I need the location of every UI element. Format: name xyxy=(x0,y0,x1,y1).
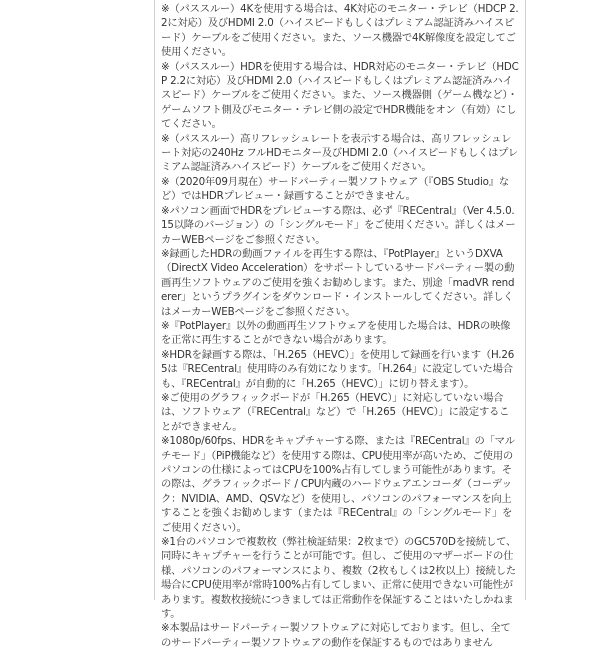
note-third-party-software: ※本製品はサードパーティー製ソフトウェアに対応しております。但し、全てのサードパーティー製ソフトウェアの動作を保証するものではありません xyxy=(161,622,511,649)
note-hdr-playback: ※録画したHDRの動画ファイルを再生する際は、『PotPlayer』というDXVA（DirectX Video Acceleration）をサポートしているサードパーティー製の動画再生ソフトウェアのご使用を強くお勧めします。また、別途「madVR renderer」というプラグインをダウンロード・インストールしてください。詳しくはメーカーWEBページをご参照ください。 xyxy=(161,247,515,318)
note-multiple-devices: ※1台のパソコンで複数枚（弊社検証結果：2枚まで）のGC570Dを接続して、同時にキャプチャーを行うことが可能です。但し、ご使用のマザーボードの仕様、パソコンのパフォーマンスにより、複数（2枚もしくは2枚以上）接続した場合にCPU使用率が常時100%占有してしまい、正常に使用できない可能性があります。複数枚接続につきましては正常動作を保証することはいたしかねます。 xyxy=(161,536,517,621)
note-high-refresh-passthrough: ※（パススルー）高リフレッシュレートを表示する場合は、高リフレッシュレート対応の240Hz フルHDモニター及びHDMI 2.0（ハイスピードもしくはプレミアム認証済みハイスピード）ケーブルをご使用ください。 xyxy=(161,132,518,174)
note-hdr-preview: ※パソコン画面でHDRをプレビューする際は、必ず『RECentral』（Ver 4.5.0.15以降のバージョン）の「シングルモード」をご使用ください。詳しくはメーカーWEBページをご参照ください。 xyxy=(161,204,516,246)
note-hdr-passthrough: ※（パススルー）HDRを使用する場合は、HDR対応のモニター・テレビ（HDCP 2.2に対応）及びHDMI 2.0（ハイスピードもしくはプレミアム認証済みハイスピード）ケーブルをご使用ください。また、ソース機器側（ゲーム機など）・ゲームソフト側及びモニター・テレビ側の設定でHDR機能をオン（有効）にしてください。 xyxy=(161,60,519,131)
note-cpu-usage: ※1080p/60fps、HDRをキャプチャーする際、または『RECentral』の「マルチモード」（PiP機能など）を使用する際は、CPU使用率が高いため、ご使用のパソコンの仕様によってはCPUを100%占有してしまう可能性があります。その際は、グラフィックボード / CPU内蔵のハードウェアエンコーダ（コーデック：NVIDIA、AMD、QSVなど）を使用し、パソコンのパフォーマンスを向上することを強くお勧めします（または『RECentral』の「シングルモード」をご使用ください）。 xyxy=(161,435,515,534)
note-4k-passthrough: ※（パススルー）4Kを使用する場合は、4K対応のモニター・テレビ（HDCP 2.2に対応）及びHDMI 2.0（ハイスピードもしくはプレミアム認証済みハイスピード）ケーブルをご使用ください。また、ソース機器で4K解像度を設定してご使用ください。 xyxy=(161,3,519,59)
note-third-party-hdr: ※（2020年09月現在）サードパーティー製ソフトウェア（『OBS Studio』など）ではHDRプレビュー・録画することができません。 xyxy=(161,175,509,203)
note-graphics-card-h265: ※ご使用のグラフィックボードが「H.265（HEVC）」に対応していない場合は、ソフトウェア（『RECentral』など）で「H.265（HEVC）」に設定することができません。 xyxy=(161,391,510,433)
note-hdr-recording-codec: ※HDRを録画する際は、「H.265（HEVC）」を使用して録画を行います（H.265は『RECentral』使用時のみ有効になります。「H.264」に設定していた場合も、『RECentral』が自動的に「H.265（HEVC）」に切り替えます）。 xyxy=(161,348,515,390)
note-other-players: ※『PotPlayer』以外の動画再生ソフトウェアを使用した場合は、HDRの映像を正常に再生することができない場合があります。 xyxy=(161,319,511,347)
notes-list xyxy=(161,2,519,650)
